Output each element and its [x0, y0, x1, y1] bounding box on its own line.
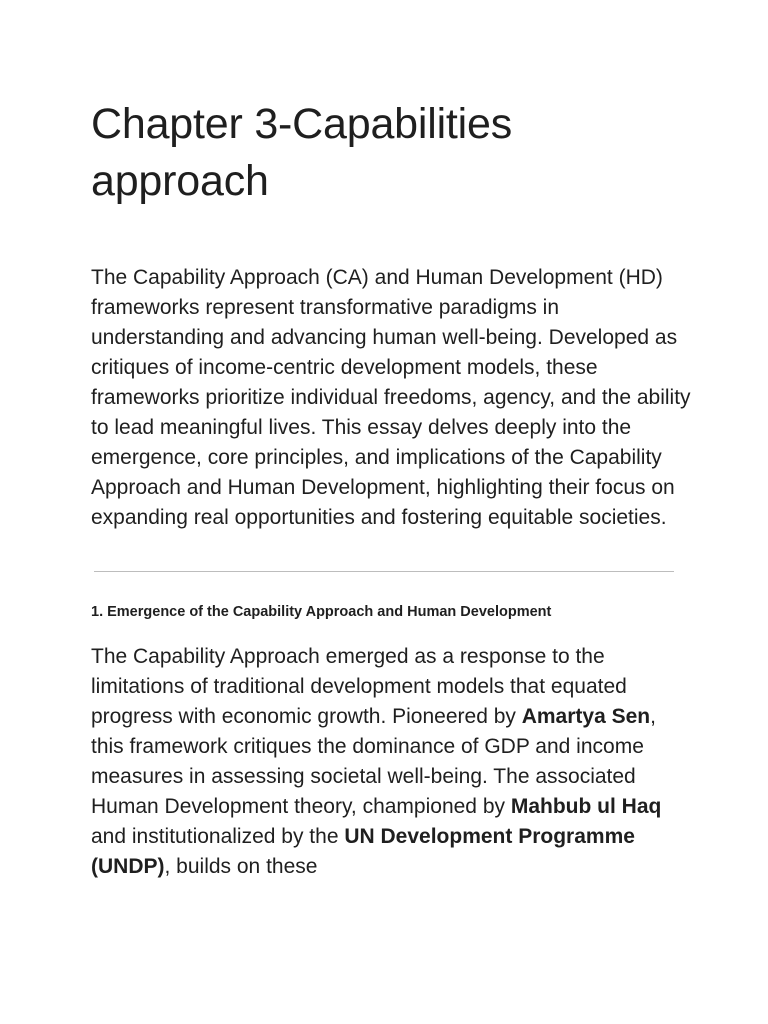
bold-name-sen: Amartya Sen — [521, 705, 651, 728]
bold-name-haq: Mahbub ul Haq — [510, 795, 662, 818]
intro-paragraph: The Capability Approach (CA) and Human Development (HD) frameworks represent transformative paradigms in understanding and advancing human well-being. Developed as critiques of income-centric development models, these frameworks prioritize individual freedoms, agency, and the ability to lead meaningful lives. This essay delves deeply into the emergence, core principles, and implications of the Capability Approach and Human Development, highlighting their focus on expanding real opportunities and fostering equitable societies. — [91, 266, 691, 529]
paragraph-text: and institutionalized by the — [91, 825, 345, 848]
paragraph-text: , builds on these — [164, 855, 318, 878]
bold-name-undp: UN Development Programme (UNDP) — [91, 825, 635, 878]
section-heading: 1. Emergence of the Capability Approach and Human Development — [91, 604, 552, 620]
chapter-title: Chapter 3-Capabilities approach — [91, 100, 513, 205]
section-divider — [94, 571, 674, 572]
document-page — [91, 96, 691, 882]
paragraph-text: The Capability Approach emerged as a response to the limitations of traditional development models that equated progress with economic growth. Pioneered by — [91, 645, 627, 728]
paragraph-text: , this framework critiques the dominance of GDP and income measures in assessing societal well-being. The associated Human Development theory, championed by — [91, 705, 656, 818]
section-paragraph — [91, 642, 671, 882]
